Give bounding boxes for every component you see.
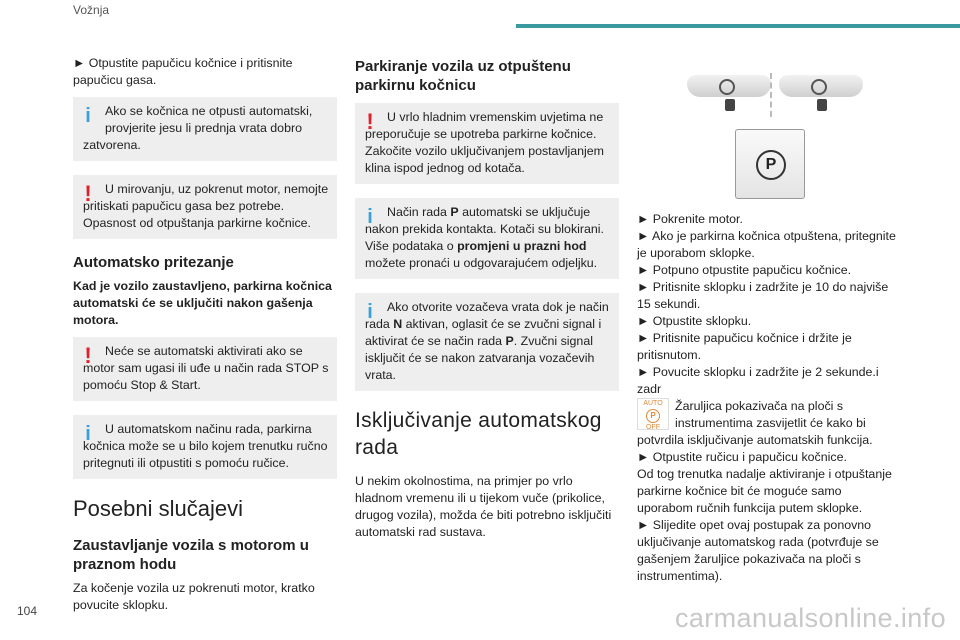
warning-note bbox=[355, 103, 619, 184]
warning-note bbox=[73, 337, 337, 401]
note-text: Ako otvorite vozačeva vrata dok je način bbox=[387, 300, 609, 314]
paragraph: Od tog trenutka nadalje aktiviranje i otpuštanje parkirne kočnice bit će moguće samo uporabom ručnih funkcija putem sklopke. bbox=[637, 467, 892, 515]
step: ► Slijedite opet ovaj postupak za ponovno uključivanje automatskog rada (potvrđuje se gašenjem žaruljice pokazivača na ploči s instrumentima). bbox=[637, 518, 879, 583]
header-bar bbox=[516, 24, 960, 28]
mode-letter: N bbox=[393, 317, 403, 331]
step: ► Pritisnite sklopku i zadržite je 10 do najviše 15 sekundi. bbox=[637, 280, 889, 311]
note-line bbox=[365, 317, 601, 382]
note-text: Zakočite vozilo uključivanjem postavljanjem klina ispod jednog od kotača. bbox=[365, 144, 604, 175]
paragraph: ► Otpustite papučicu kočnice i pritisnite papučicu gasa. bbox=[73, 56, 293, 87]
step: ► Ako je parkirna kočnica otpuštena, pritegnite je uporabom sklopke. bbox=[637, 229, 896, 260]
column-3 bbox=[637, 55, 899, 585]
note-text: nakon prekida kontakta. Kotači su blokirani. bbox=[365, 222, 605, 236]
column-1 bbox=[73, 55, 337, 620]
note-text: Više podataka o bbox=[365, 239, 458, 253]
lamp-paragraph bbox=[637, 398, 899, 449]
note-text: U automatskom načinu rada, parkirna bbox=[105, 422, 312, 436]
note-text: možete pronaći u odgovarajućem odjeljku. bbox=[365, 256, 598, 270]
paragraph: U nekim okolnostima, na primjer po vrlo hladnom vremenu ili u tijekom vuče (prikolice, drugog vozila), možda će biti potrebno isključiti automatski rad sustava. bbox=[355, 474, 612, 539]
watermark: carmanualsonline.info bbox=[674, 603, 946, 633]
info-note bbox=[73, 415, 337, 479]
info-icon: i bbox=[367, 301, 373, 323]
note-text: preporučuje se upotreba parkirne kočnice. bbox=[365, 127, 597, 141]
step: ► Povucite sklopku i zadržite je 2 sekunde.i zadr bbox=[637, 365, 879, 396]
steering-wheel-right-icon bbox=[779, 75, 863, 97]
warning-icon: ! bbox=[84, 181, 92, 206]
info-icon: i bbox=[85, 423, 91, 445]
page-number: 104 bbox=[17, 604, 38, 618]
note-text: pritiskati papučicu gasa bez potrebe. Opasnost od otpuštanja parkirne kočnice. bbox=[83, 199, 311, 230]
note-text: U mirovanju, uz pokrenut motor, nemojte bbox=[105, 182, 329, 196]
note-text: aktivan, oglasit će se zvučni signal i aktivirat će se način rada bbox=[365, 317, 602, 348]
lock-icon bbox=[725, 99, 735, 111]
warning-icon: ! bbox=[366, 109, 374, 134]
paragraph: Žaruljica pokazivača na ploči s instrumentima zasvijetlit će kako bi potvrdila isključivanje automatskih funkcija. bbox=[637, 399, 873, 447]
lamp-text: AUTO bbox=[643, 400, 663, 407]
column-2 bbox=[355, 55, 619, 547]
parking-brake-illustration bbox=[637, 55, 899, 205]
note-line bbox=[365, 204, 611, 221]
note-text: Način rada bbox=[387, 205, 451, 219]
parking-brake-button-icon bbox=[735, 129, 805, 199]
note-text: automatski se uključuje bbox=[458, 205, 591, 219]
warning-note bbox=[73, 175, 337, 239]
note-text: provjerite jesu li prednja vrata dobro zatvorena. bbox=[83, 121, 302, 152]
mode-letter: P bbox=[505, 334, 514, 348]
heading-stop: Zaustavljanje vozila s motorom u praznom hodu bbox=[73, 537, 309, 573]
step: ► Otpustite sklopku. bbox=[637, 314, 752, 328]
info-note bbox=[73, 97, 337, 161]
note-text: motor sam ugasi ili uđe u način rada STOP s pomoću Stop & Start. bbox=[83, 361, 329, 392]
note-text: U vrlo hladnim vremenskim uvjetima ne bbox=[387, 110, 604, 124]
step: ► Otpustite ručicu i papučicu kočnice. bbox=[637, 450, 847, 464]
step: ► Pritisnite papučicu kočnice i držite je pritisnutom. bbox=[637, 331, 852, 362]
emphasis: promjeni u prazni hod bbox=[457, 239, 587, 253]
info-icon: i bbox=[367, 206, 373, 228]
step: ► Pokrenite motor. bbox=[637, 212, 743, 226]
lamp-text: OFF bbox=[646, 424, 660, 431]
heading-special: Posebni slučajevi bbox=[73, 496, 243, 521]
auto-off-lamp-icon bbox=[637, 398, 669, 430]
note-text: rada bbox=[365, 317, 394, 331]
note-text: kočnica može se u bilo kojem trenutku ručno pritegnuti ili otpustiti s pomoću ručice. bbox=[83, 439, 328, 470]
paragraph: Za kočenje vozila uz pokrenuti motor, kratko povucite sklopku. bbox=[73, 581, 315, 612]
note-text: . Zvučni signal isključit će se nakon zatvaranja vozačevih vrata. bbox=[365, 334, 595, 382]
info-note bbox=[355, 293, 619, 391]
steering-wheel-left-icon bbox=[687, 75, 771, 97]
heading-parking: Parkiranje vozila uz otpuštenu parkirnu kočnicu bbox=[355, 58, 571, 94]
lamp-text: P bbox=[646, 409, 660, 423]
note-line bbox=[365, 238, 611, 272]
info-note bbox=[355, 198, 619, 279]
heading-automatic: Automatsko pritezanje bbox=[73, 254, 234, 271]
note-text: Neće se automatski aktivirati ako se bbox=[105, 344, 303, 358]
mode-letter: P bbox=[450, 205, 459, 219]
heading-disable-auto: Isključivanje automatskog rada bbox=[355, 409, 602, 459]
section-title: Vožnja bbox=[73, 3, 110, 17]
step: ► Potpuno otpustite papučicu kočnice. bbox=[637, 263, 852, 277]
divider bbox=[770, 73, 772, 117]
paragraph-bold: Kad je vozilo zaustavljeno, parkirna kočnica automatski će se uključiti nakon gašenja motora. bbox=[73, 279, 332, 327]
p-symbol: P bbox=[756, 150, 786, 180]
note-text: Ako se kočnica ne otpusti automatski, bbox=[105, 104, 313, 118]
warning-icon: ! bbox=[84, 343, 92, 368]
lock-icon bbox=[817, 99, 827, 111]
info-icon: i bbox=[85, 105, 91, 127]
